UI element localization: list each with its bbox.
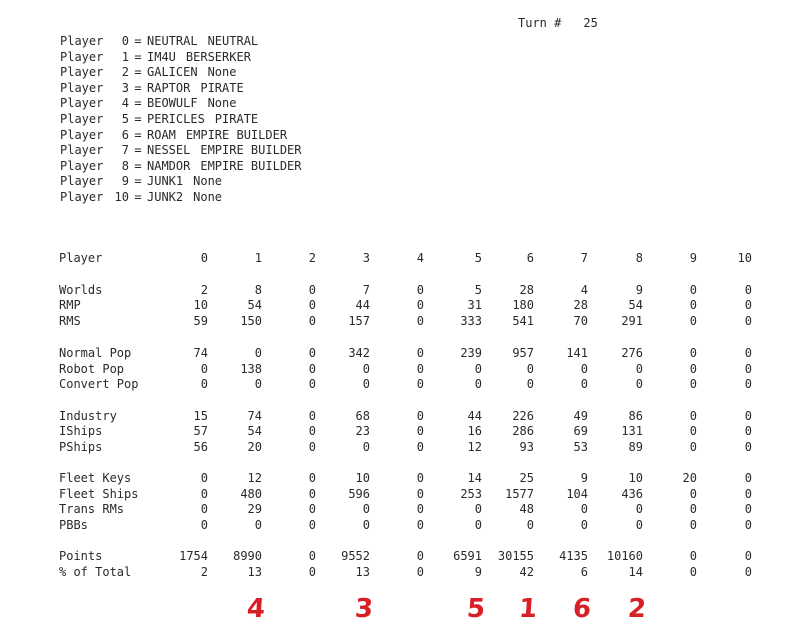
table-cell: 0 bbox=[635, 502, 643, 516]
table-cell: 0 bbox=[308, 487, 316, 501]
roster-equals: = bbox=[134, 127, 142, 142]
table-cell: 0 bbox=[416, 471, 424, 485]
table-cell: 0 bbox=[308, 409, 316, 423]
roster-player-role: None bbox=[193, 189, 223, 204]
roster-player-label: Player bbox=[60, 65, 104, 80]
table-cell: 0 bbox=[474, 518, 482, 532]
table-cell: 5 bbox=[474, 283, 482, 297]
roster-player-label: Player bbox=[60, 96, 104, 111]
table-cell: 13 bbox=[247, 565, 262, 579]
table-cell: 20 bbox=[682, 471, 697, 485]
roster-player-name: JUNK1 bbox=[147, 174, 184, 189]
roster-player-name: GALICEN bbox=[147, 65, 198, 80]
table-cell: 15 bbox=[193, 409, 208, 423]
table-cell: 68 bbox=[355, 409, 370, 423]
table-cell: 0 bbox=[474, 502, 482, 516]
table-cell: 226 bbox=[512, 409, 534, 423]
table-cell: 0 bbox=[474, 377, 482, 391]
column-header: 6 bbox=[526, 251, 534, 265]
table-cell: 93 bbox=[519, 440, 534, 454]
table-cell: 0 bbox=[689, 409, 697, 423]
roster-player-role: EMPIRE BUILDER bbox=[200, 143, 302, 158]
row-label: Trans RMs bbox=[59, 502, 125, 516]
table-cell: 0 bbox=[689, 502, 697, 516]
table-cell: 104 bbox=[566, 487, 588, 501]
table-cell: 0 bbox=[744, 314, 752, 328]
table-cell: 0 bbox=[744, 283, 752, 297]
roster-equals: = bbox=[134, 34, 142, 48]
table-cell: 1577 bbox=[505, 487, 534, 501]
table-cell: 10 bbox=[193, 298, 208, 312]
table-cell: 0 bbox=[308, 549, 316, 563]
table-cell: 29 bbox=[247, 502, 262, 516]
roster-player-index: 10 bbox=[114, 189, 129, 204]
table-cell: 9552 bbox=[341, 549, 370, 563]
table-cell: 8 bbox=[254, 283, 262, 297]
table-cell: 56 bbox=[193, 440, 208, 454]
roster-equals: = bbox=[134, 96, 142, 111]
table-cell: 0 bbox=[308, 440, 316, 454]
row-label: Fleet Keys bbox=[59, 471, 132, 485]
table-cell: 16 bbox=[467, 424, 482, 438]
table-cell: 291 bbox=[621, 314, 643, 328]
table-cell: 0 bbox=[416, 518, 424, 532]
table-cell: 0 bbox=[744, 409, 752, 423]
column-header: 10 bbox=[737, 251, 752, 265]
roster-equals: = bbox=[134, 65, 142, 80]
table-cell: 6591 bbox=[453, 549, 482, 563]
table-cell: 0 bbox=[689, 346, 697, 360]
table-cell: 150 bbox=[240, 314, 262, 328]
table-cell: 49 bbox=[573, 409, 588, 423]
table-cell: 0 bbox=[416, 549, 424, 563]
table-cell: 0 bbox=[744, 565, 752, 579]
table-cell: 0 bbox=[580, 377, 588, 391]
table-cell: 0 bbox=[362, 377, 370, 391]
roster-player-role: None bbox=[207, 65, 237, 80]
table-cell: 286 bbox=[512, 424, 534, 438]
roster-equals: = bbox=[134, 189, 142, 204]
roster-player-index: 9 bbox=[121, 174, 129, 189]
table-cell: 157 bbox=[348, 314, 370, 328]
table-cell: 53 bbox=[573, 440, 588, 454]
table-cell: 4135 bbox=[559, 549, 588, 563]
table-cell: 20 bbox=[247, 440, 262, 454]
table-cell: 342 bbox=[348, 346, 370, 360]
table-cell: 0 bbox=[689, 487, 697, 501]
table-cell: 0 bbox=[526, 362, 534, 376]
table-cell: 8990 bbox=[233, 549, 262, 563]
roster-player-index: 0 bbox=[121, 34, 129, 48]
roster-player-label: Player bbox=[60, 49, 104, 64]
roster-equals: = bbox=[134, 80, 142, 95]
table-cell: 54 bbox=[247, 424, 262, 438]
table-cell: 333 bbox=[460, 314, 482, 328]
row-label: PBBs bbox=[59, 518, 88, 532]
table-cell: 9 bbox=[474, 565, 482, 579]
column-header: 5 bbox=[474, 251, 482, 265]
roster-player-name: RAPTOR bbox=[147, 80, 191, 95]
row-label: % of Total bbox=[59, 565, 132, 579]
table-cell: 0 bbox=[635, 377, 643, 391]
table-cell: 0 bbox=[416, 502, 424, 516]
table-cell: 0 bbox=[580, 362, 588, 376]
table-cell: 0 bbox=[362, 440, 370, 454]
table-cell: 239 bbox=[460, 346, 482, 360]
table-cell: 0 bbox=[416, 565, 424, 579]
row-label: PShips bbox=[59, 440, 103, 454]
table-cell: 30155 bbox=[497, 549, 534, 563]
table-cell: 1754 bbox=[179, 549, 208, 563]
roster-player-name: ROAM bbox=[147, 127, 176, 142]
table-cell: 10 bbox=[628, 471, 643, 485]
roster-player-role: NEUTRAL bbox=[207, 34, 259, 48]
column-header: 3 bbox=[362, 251, 370, 265]
roster-player-index: 5 bbox=[121, 111, 129, 126]
table-cell: 0 bbox=[200, 377, 208, 391]
table-cell: 0 bbox=[308, 502, 316, 516]
table-cell: 54 bbox=[247, 298, 262, 312]
table-cell: 0 bbox=[200, 487, 208, 501]
table-cell: 0 bbox=[308, 362, 316, 376]
roster-player-label: Player bbox=[60, 80, 104, 95]
table-cell: 12 bbox=[247, 471, 262, 485]
table-cell: 10 bbox=[355, 471, 370, 485]
roster-player-name: NESSEL bbox=[147, 143, 191, 158]
table-cell: 2 bbox=[200, 283, 208, 297]
roster-player-role: None bbox=[193, 174, 223, 189]
table-cell: 0 bbox=[526, 377, 534, 391]
roster-player-label: Player bbox=[60, 158, 104, 173]
table-cell: 131 bbox=[621, 424, 643, 438]
table-cell: 9 bbox=[635, 283, 643, 297]
table-cell: 0 bbox=[308, 283, 316, 297]
column-header: 1 bbox=[254, 251, 262, 265]
table-cell: 0 bbox=[416, 440, 424, 454]
table-cell: 14 bbox=[628, 565, 643, 579]
table-cell: 0 bbox=[308, 424, 316, 438]
table-cell: 0 bbox=[308, 298, 316, 312]
roster-equals: = bbox=[134, 49, 142, 64]
row-label: Robot Pop bbox=[59, 362, 125, 376]
roster-player-index: 4 bbox=[121, 96, 129, 111]
roster-player-index: 1 bbox=[121, 49, 129, 64]
table-cell: 436 bbox=[621, 487, 643, 501]
roster-equals: = bbox=[134, 174, 142, 189]
handwritten-rank-mark: 4 bbox=[245, 594, 267, 624]
roster-player-index: 8 bbox=[121, 158, 129, 173]
table-cell: 0 bbox=[635, 362, 643, 376]
turn-label: Turn # bbox=[518, 16, 562, 30]
handwritten-rank-mark: 6 bbox=[571, 594, 593, 624]
column-header: 9 bbox=[689, 251, 697, 265]
row-label: Worlds bbox=[59, 283, 103, 297]
roster-player-role: None bbox=[207, 96, 237, 111]
table-cell: 0 bbox=[362, 502, 370, 516]
table-cell: 12 bbox=[467, 440, 482, 454]
table-cell: 141 bbox=[566, 346, 588, 360]
roster-player-index: 7 bbox=[121, 143, 129, 158]
table-cell: 0 bbox=[308, 377, 316, 391]
table-cell: 28 bbox=[573, 298, 588, 312]
table-cell: 0 bbox=[580, 518, 588, 532]
table-cell: 0 bbox=[474, 362, 482, 376]
column-header: 4 bbox=[416, 251, 424, 265]
table-cell: 0 bbox=[526, 518, 534, 532]
row-label: Points bbox=[59, 549, 103, 563]
table-cell: 0 bbox=[689, 283, 697, 297]
table-cell: 13 bbox=[355, 565, 370, 579]
table-cell: 253 bbox=[460, 487, 482, 501]
roster-player-role: PIRATE bbox=[200, 80, 244, 95]
table-cell: 6 bbox=[580, 565, 588, 579]
table-cell: 0 bbox=[308, 565, 316, 579]
roster-player-name: NEUTRAL bbox=[147, 34, 198, 48]
table-cell: 7 bbox=[362, 283, 370, 297]
roster-player-label: Player bbox=[60, 127, 104, 142]
table-cell: 0 bbox=[254, 377, 262, 391]
table-cell: 0 bbox=[416, 377, 424, 391]
table-cell: 0 bbox=[200, 362, 208, 376]
roster-equals: = bbox=[134, 143, 142, 158]
table-cell: 0 bbox=[416, 424, 424, 438]
table-cell: 0 bbox=[744, 487, 752, 501]
table-cell: 0 bbox=[416, 346, 424, 360]
table-cell: 0 bbox=[416, 487, 424, 501]
table-cell: 0 bbox=[744, 502, 752, 516]
table-cell: 0 bbox=[416, 298, 424, 312]
table-cell: 28 bbox=[519, 283, 534, 297]
table-cell: 480 bbox=[240, 487, 262, 501]
table-cell: 89 bbox=[628, 440, 643, 454]
table-cell: 74 bbox=[193, 346, 208, 360]
roster-player-index: 2 bbox=[121, 65, 129, 80]
row-label: RMP bbox=[59, 298, 81, 312]
table-cell: 54 bbox=[628, 298, 643, 312]
handwritten-rank-mark: 3 bbox=[353, 594, 375, 624]
roster-player-name: BEOWULF bbox=[147, 96, 198, 111]
handwritten-rank-mark: 2 bbox=[626, 594, 648, 624]
row-label: IShips bbox=[59, 424, 103, 438]
table-cell: 596 bbox=[348, 487, 370, 501]
table-cell: 31 bbox=[467, 298, 482, 312]
table-cell: 0 bbox=[635, 518, 643, 532]
table-cell: 0 bbox=[200, 471, 208, 485]
table-cell: 25 bbox=[519, 471, 534, 485]
column-header: 2 bbox=[308, 251, 316, 265]
table-cell: 0 bbox=[744, 298, 752, 312]
table-cell: 180 bbox=[512, 298, 534, 312]
table-cell: 44 bbox=[355, 298, 370, 312]
roster-player-name: JUNK2 bbox=[147, 189, 184, 204]
handwritten-rank-mark: 5 bbox=[465, 594, 487, 624]
roster-player-label: Player bbox=[60, 111, 104, 126]
table-cell: 0 bbox=[744, 471, 752, 485]
table-cell: 9 bbox=[580, 471, 588, 485]
table-cell: 0 bbox=[689, 424, 697, 438]
table-cell: 0 bbox=[689, 518, 697, 532]
table-cell: 14 bbox=[467, 471, 482, 485]
table-cell: 4 bbox=[580, 283, 588, 297]
table-cell: 0 bbox=[200, 502, 208, 516]
table-cell: 0 bbox=[416, 314, 424, 328]
row-label: Convert Pop bbox=[59, 377, 139, 391]
table-cell: 57 bbox=[193, 424, 208, 438]
table-cell: 0 bbox=[689, 377, 697, 391]
table-cell: 0 bbox=[580, 502, 588, 516]
roster-player-name: PERICLES bbox=[147, 111, 205, 126]
table-cell: 86 bbox=[628, 409, 643, 423]
handwritten-rank-mark: 1 bbox=[517, 594, 539, 624]
table-cell: 48 bbox=[519, 502, 534, 516]
turn-number: 25 bbox=[583, 16, 598, 30]
table-cell: 23 bbox=[355, 424, 370, 438]
table-cell: 0 bbox=[308, 346, 316, 360]
table-cell: 0 bbox=[689, 362, 697, 376]
table-cell: 0 bbox=[416, 409, 424, 423]
row-label: RMS bbox=[59, 314, 81, 328]
table-cell: 0 bbox=[200, 518, 208, 532]
table-cell: 0 bbox=[689, 298, 697, 312]
table-cell: 276 bbox=[621, 346, 643, 360]
table-cell: 0 bbox=[744, 362, 752, 376]
roster-player-label: Player bbox=[60, 143, 104, 158]
table-cell: 0 bbox=[744, 377, 752, 391]
roster-equals: = bbox=[134, 111, 142, 126]
table-cell: 0 bbox=[254, 346, 262, 360]
table-cell: 74 bbox=[247, 409, 262, 423]
roster-player-role: EMPIRE BUILDER bbox=[200, 158, 302, 173]
table-cell: 541 bbox=[512, 314, 534, 328]
table-cell: 70 bbox=[573, 314, 588, 328]
table-cell: 69 bbox=[573, 424, 588, 438]
roster-player-label: Player bbox=[60, 189, 104, 204]
table-cell: 0 bbox=[744, 346, 752, 360]
table-cell: 0 bbox=[416, 283, 424, 297]
column-header: 0 bbox=[200, 251, 208, 265]
table-cell: 42 bbox=[519, 565, 534, 579]
table-cell: 0 bbox=[689, 314, 697, 328]
table-cell: 2 bbox=[200, 565, 208, 579]
row-label: Fleet Ships bbox=[59, 487, 139, 501]
roster-player-role: BERSERKER bbox=[185, 49, 251, 64]
table-cell: 10160 bbox=[606, 549, 643, 563]
roster-player-role: PIRATE bbox=[214, 111, 259, 126]
table-cell: 0 bbox=[744, 440, 752, 454]
table-cell: 44 bbox=[467, 409, 482, 423]
table-cell: 59 bbox=[193, 314, 208, 328]
table-cell: 957 bbox=[512, 346, 534, 360]
roster-equals: = bbox=[134, 158, 142, 173]
roster-player-name: NAMDOR bbox=[147, 158, 191, 173]
table-cell: 0 bbox=[416, 362, 424, 376]
table-cell: 0 bbox=[689, 565, 697, 579]
table-cell: 0 bbox=[689, 440, 697, 454]
column-header: 8 bbox=[635, 251, 643, 265]
roster-player-index: 6 bbox=[121, 127, 129, 142]
table-cell: 0 bbox=[308, 518, 316, 532]
roster-player-label: Player bbox=[60, 174, 104, 189]
table-cell: 0 bbox=[744, 518, 752, 532]
table-cell: 0 bbox=[362, 518, 370, 532]
column-header: 7 bbox=[580, 251, 588, 265]
table-cell: 138 bbox=[240, 362, 262, 376]
table-cell: 0 bbox=[308, 314, 316, 328]
table-header-label: Player bbox=[59, 251, 103, 265]
table-cell: 0 bbox=[744, 424, 752, 438]
table-cell: 0 bbox=[689, 549, 697, 563]
roster-player-label: Player bbox=[60, 34, 104, 48]
roster-player-role: EMPIRE BUILDER bbox=[185, 127, 288, 142]
row-label: Industry bbox=[59, 409, 117, 423]
roster-player-name: IM4U bbox=[147, 49, 176, 64]
table-cell: 0 bbox=[308, 471, 316, 485]
row-label: Normal Pop bbox=[59, 346, 132, 360]
table-cell: 0 bbox=[744, 549, 752, 563]
table-cell: 0 bbox=[254, 518, 262, 532]
roster-player-index: 3 bbox=[121, 80, 129, 95]
table-cell: 0 bbox=[362, 362, 370, 376]
